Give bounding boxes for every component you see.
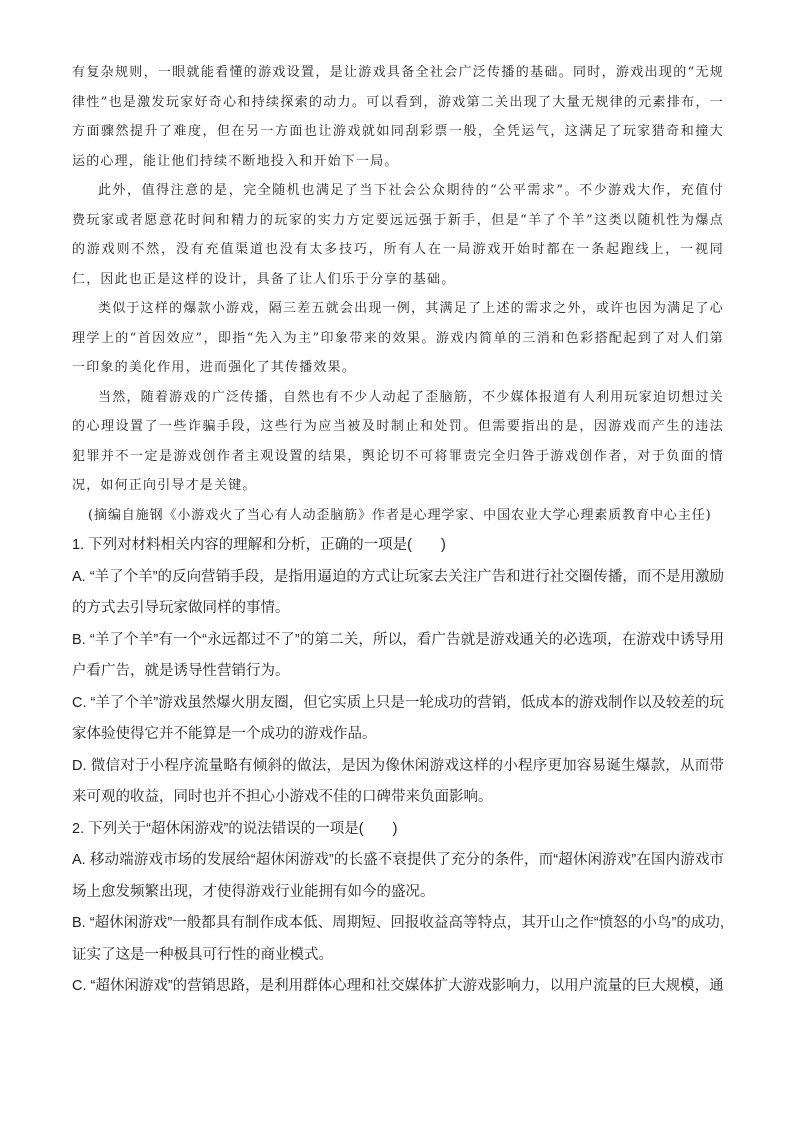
passage-paragraph-2: 此外，值得注意的是，完全随机也满足了当下社会公众期待的“公平需求”。不少游戏大作，充值付费玩家或者愿意花时间和精力的玩家的实力方定要远远强于新手，但是“羊了个羊”这类以随机性为爆点的游戏则不然，没有充值渠道也没有太多技巧，所有人在一局游戏开始时都在一条起跑线上，一视同仁，因此也正是这样的设计，具备了让人们乐于分享的基础。 <box>72 183 724 287</box>
question-2-option-c: C. “超休闲游戏”的营销思路，是利用群体心理和社交媒体扩大游戏影响力，以用户流量的巨大规模，通 <box>72 978 724 994</box>
question-1-option-d: D. 微信对于小程序流量略有倾斜的做法，是因为像休闲游戏这样的小程序更加容易诞生爆款，从而带来可观的收益，同时也并不担心小游戏不佳的口碑带来负面影响。 <box>72 757 724 805</box>
question-1-stem: 1. 下列对材料相关内容的理解和分析，正确的一项是( ) <box>72 537 446 553</box>
question-1-option-b: B. “羊了个羊”有一个“永远都过不了”的第二关，所以，看广告就是游戏通关的必选项，在游戏中诱导用户看广告，就是诱导性营销行为。 <box>72 631 724 679</box>
question-2-stem: 2. 下列关于“超休闲游戏”的说法错误的一项是( ) <box>72 820 398 837</box>
passage-paragraph-3: 类似于这样的爆款小游戏，隔三差五就会出现一例，其满足了上述的需求之外，或许也因为满足了心理学上的“首因效应”，即指“先入为主”印象带来的效果。游戏内简单的三消和色彩搭配起到了对人们第一印象的美化作用，进而强化了其传播效果。 <box>72 301 724 375</box>
passage-paragraph-1: 有复杂规则，一眼就能看懂的游戏设置，是让游戏具备全社会广泛传播的基础。同时，游戏出现的“无规律性”也是激发玩家好奇心和持续探索的动力。可以看到，游戏第二关出现了大量无规律的元素排布，一方面骤然提升了难度，但在另一方面也让游戏就如同刮彩票一般，全凭运气，这满足了玩家猎奇和撞大运的心理，能让他们持续不断地投入和开始下一局。 <box>72 65 724 169</box>
passage-source-citation: (摘编自施钢《小游戏火了当心有人动歪脑筋》作者是心理学家、中国农业大学心理素质教育中心主任) <box>88 507 712 523</box>
question-2-option-b: B. “超休闲游戏”一般都具有制作成本低、周期短、回报收益高等特点，其开山之作“愤怒的小鸟”的成功,证实了这是一种极具可行性的商业模式。 <box>72 915 724 963</box>
question-1-option-c: C. “羊了个羊”游戏虽然爆火朋友圈，但它实质上只是一轮成功的营销，低成本的游戏制作以及较差的玩家体验使得它并不能算是一个成功的游戏作品。 <box>72 694 724 742</box>
question-2-option-a: A. 移动端游戏市场的发展给“超休闲游戏”的长盛不衰提供了充分的条件，而“超休闲游戏”在国内游戏市场上愈发频繁出现，才使得游戏行业能拥有如今的盛况。 <box>72 852 724 900</box>
question-1-option-a: A. “羊了个羊”的反向营销手段，是指用逼迫的方式让玩家去关注广告和进行社交圈传播，而不是用激励的方式去引导玩家做同样的事情。 <box>72 568 724 616</box>
passage-paragraph-4: 当然，随着游戏的广泛传播，自然也有不少人动起了歪脑筋，不少媒体报道有人利用玩家迫切想过关的心理设置了一些诈骗手段，这些行为应当被及时制止和处罚。但需要指出的是，因游戏而产生的违法犯罪并不一定是游戏创作者主观设置的结果，舆论切不可将罪责完全归咎于游戏创作者，对于负面的情况，如何正向引导才是关键。 <box>72 389 724 493</box>
